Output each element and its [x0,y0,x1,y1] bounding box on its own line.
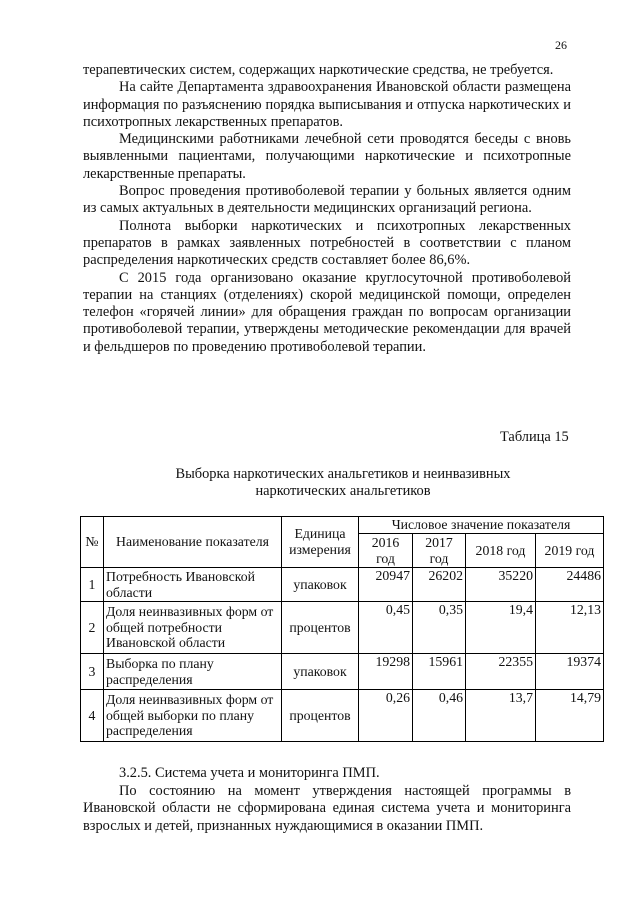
table-row [81,690,604,742]
header-value: Числовое значение показателя [359,517,604,534]
header-num: № [81,517,104,568]
row-value: 19,4 [466,602,536,654]
table-caption-line: наркотических анальгетиков [255,483,431,499]
header-year: 2018 год [466,534,536,568]
row-num: 3 [81,654,104,690]
table-row [81,654,604,690]
row-name: Выборка по плану распределения [104,654,282,690]
table-row [81,568,604,602]
row-value: 19298 [359,654,413,690]
row-value: 0,45 [359,602,413,654]
header-unit: Единица измерения [282,517,359,568]
section-text [83,765,571,835]
data-table [80,516,604,742]
section-heading: 3.2.5. Система учета и мониторинга ПМП. [119,765,380,781]
row-value: 0,26 [359,690,413,742]
row-name: Доля неинвазивных форм от общей потребности Ивановской области [104,602,282,654]
header-year: 2017 год [413,534,466,568]
row-unit: процентов [282,602,359,654]
row-unit: процентов [282,690,359,742]
row-value: 0,46 [413,690,466,742]
table-header-row [81,517,604,534]
paragraph: Полнота выборки наркотических и психотропных лекарственных препаратов в рамках заявленных потребностей в соответствии с планом распределения наркотических средств составляет более 86,6%. [83,217,571,269]
row-num: 1 [81,568,104,602]
row-value: 14,79 [536,690,604,742]
row-name: Доля неинвазивных форм от общей выборки по плану распределения [104,690,282,742]
table-label: Таблица 15 [500,429,569,445]
row-value: 12,13 [536,602,604,654]
row-unit: упаковок [282,568,359,602]
row-num: 2 [81,602,104,654]
row-value: 22355 [466,654,536,690]
table-row [81,602,604,654]
paragraph: С 2015 года организовано оказание круглосуточной противоболевой терапии на станциях (отделениях) скорой медицинской помощи, определен телефон «горячей линии» для обращения граждан по вопросам организации противоболевой терапии, утверждены методические рекомендации для врачей и фельдшеров по проведению противоболевой терапии. [83,269,571,355]
row-name: Потребность Ивановской области [104,568,282,602]
table-caption-line: Выборка наркотических анальгетиков и неинвазивных [175,466,511,482]
body-text [83,62,571,356]
header-year: 2019 год [536,534,604,568]
row-value: 20947 [359,568,413,602]
row-value: 24486 [536,568,604,602]
row-value: 15961 [413,654,466,690]
header-year: 2016 год [359,534,413,568]
paragraph: На сайте Департамента здравоохранения Ивановской области размещена информация по разъяснению порядка выписывания и отпуска наркотических и психотропных лекарственных препаратов. [83,79,571,130]
table-caption [83,466,603,500]
row-value: 13,7 [466,690,536,742]
paragraph: терапевтических систем, содержащих наркотические средства, не требуется. [83,62,554,78]
paragraph: По состоянию на момент утверждения настоящей программы в Ивановской области не сформирована единая система учета и мониторинга взрослых и детей, признанных нуждающимися в оказании ПМП. [83,782,571,834]
row-num: 4 [81,690,104,742]
row-value: 26202 [413,568,466,602]
row-value: 0,35 [413,602,466,654]
paragraph: Вопрос проведения противоболевой терапии у больных является одним из самых актуальных в деятельности медицинских организаций региона. [83,183,571,217]
page-number: 26 [555,38,567,52]
paragraph: Медицинскими работниками лечебной сети проводятся беседы с вновь выявленными пациентами, получающими наркотические и психотропные лекарственные препараты. [83,131,571,182]
row-unit: упаковок [282,654,359,690]
row-value: 35220 [466,568,536,602]
row-value: 19374 [536,654,604,690]
header-name: Наименование показателя [104,517,282,568]
